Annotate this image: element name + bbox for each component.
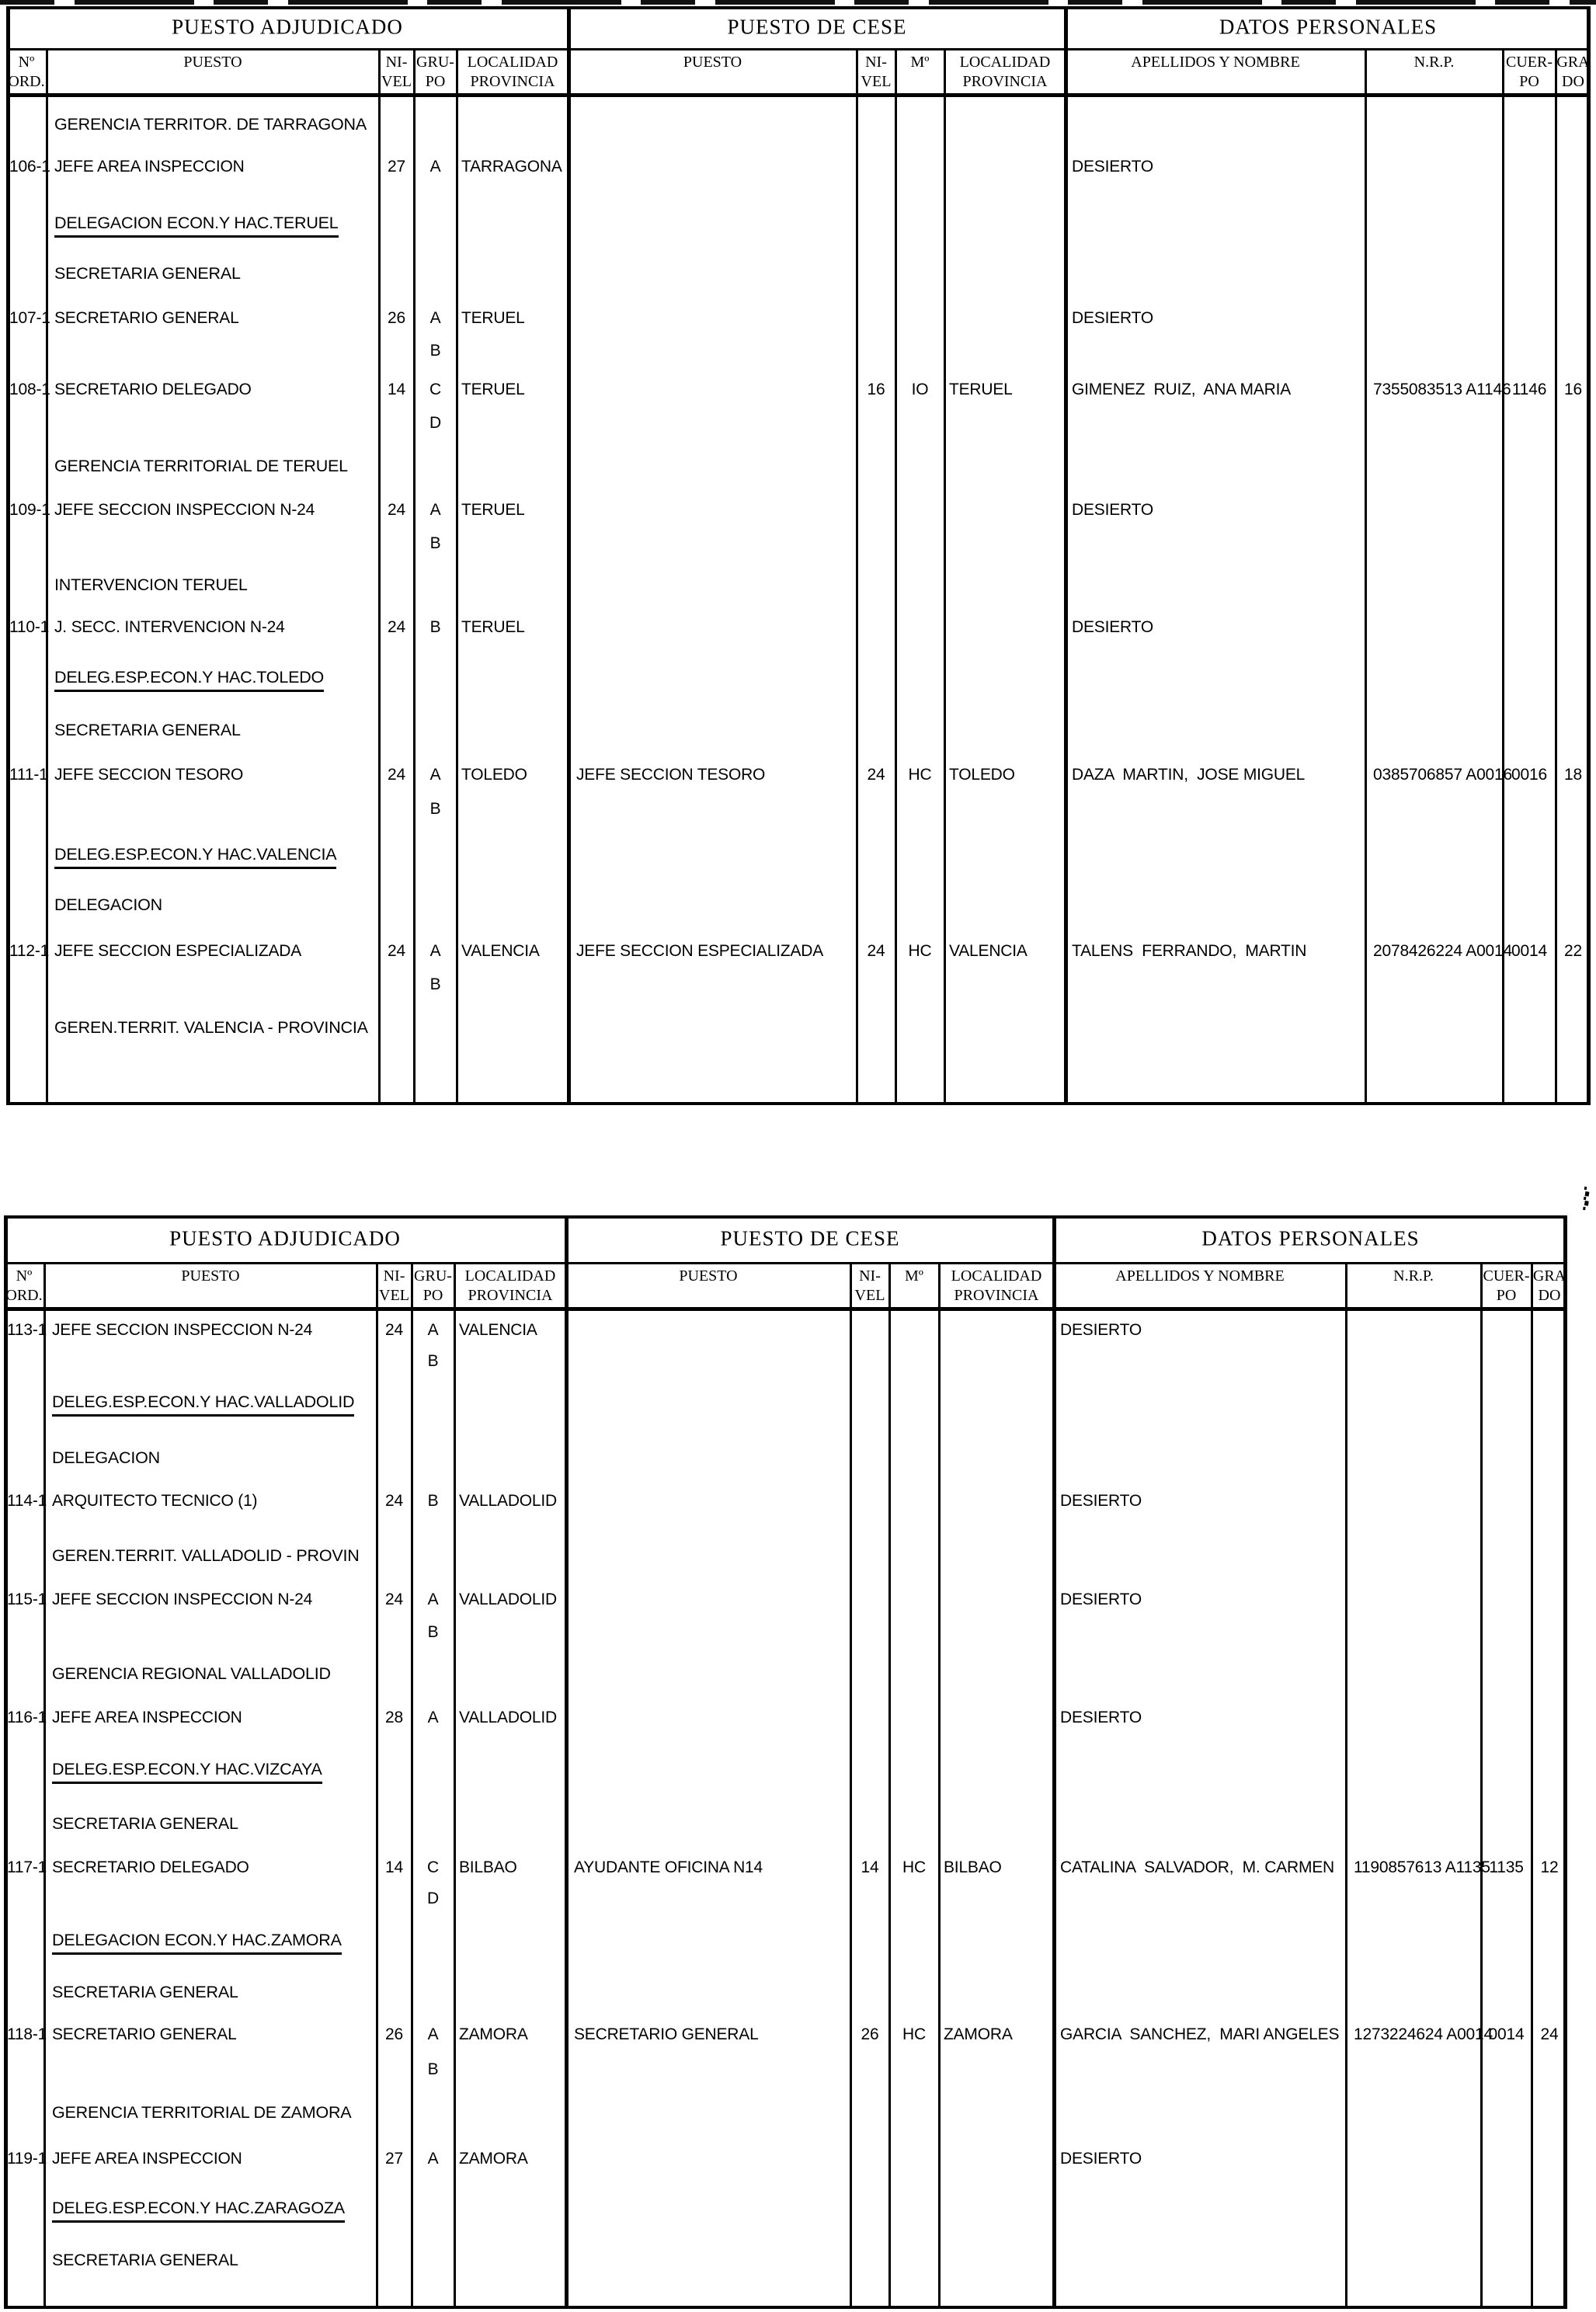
cell-nivel: 24 (388, 501, 405, 519)
column-header (960, 53, 1051, 92)
column-header-line: VEL (854, 1287, 885, 1304)
cell-puesto-cese: JEFE SECCION TESORO (576, 766, 766, 784)
table-row (4, 1708, 1567, 1728)
column-header-line: CUER- (1506, 54, 1553, 71)
cell-nrp: 2078426224 A0014 (1373, 942, 1512, 960)
table-row (6, 308, 1591, 329)
column-header: APELLIDOS Y NOMBRE (1131, 54, 1300, 71)
cell-localidad-cese: TOLEDO (949, 766, 1015, 784)
cell-puesto-cese: SECRETARIO GENERAL (574, 2025, 759, 2043)
cell-grupo: A (429, 942, 441, 960)
column-header: PUESTO (679, 1267, 738, 1285)
table-row (4, 1889, 1567, 1909)
table-row (4, 1622, 1567, 1643)
cell-nivel: 27 (388, 158, 405, 176)
cell-nivel: 26 (385, 2025, 403, 2043)
column-header (1483, 1267, 1530, 1305)
table-grid-line (6, 48, 1591, 50)
cell-grupo: B (427, 2060, 439, 2078)
section-heading: DELEG.ESP.ECON.Y HAC.VIZCAYA (52, 1759, 322, 1784)
adjudication-table-1 (6, 6, 1591, 1105)
cell-ord: 119-1 (7, 2150, 47, 2168)
cell-localidad: VALENCIA (461, 942, 540, 960)
cell-grupo: A (429, 501, 441, 519)
section-heading: INTERVENCION TERUEL (54, 575, 248, 594)
cell-m: IO (911, 381, 929, 398)
table-group-header: PUESTO ADJUDICADO (172, 15, 403, 39)
section-heading: GERENCIA REGIONAL VALLADOLID (52, 1664, 331, 1683)
cell-localidad-cese: TERUEL (949, 381, 1013, 398)
cell-localidad: VALLADOLID (459, 1492, 557, 1510)
cell-puesto: JEFE SECCION INSPECCION N-24 (52, 1591, 313, 1608)
column-header-line: DO (1562, 73, 1584, 90)
cell-cuerpo: 0014 (1511, 942, 1547, 960)
column-header-line: NI- (865, 54, 887, 71)
table-row (4, 2025, 1567, 2045)
section-heading: DELEGACION (52, 1448, 160, 1467)
cell-localidad: TERUEL (461, 309, 525, 327)
cell-grupo: B (427, 1492, 439, 1510)
table-row (6, 341, 1591, 361)
cell-cuerpo: 0016 (1511, 766, 1547, 784)
cell-grupo: A (427, 2025, 439, 2043)
scan-artifact-mark (1584, 1187, 1587, 1190)
table-row (6, 500, 1591, 520)
cell-puesto-cese: JEFE SECCION ESPECIALIZADA (576, 942, 824, 960)
column-header-line: NI- (859, 1267, 881, 1285)
cell-ord: 110-1 (9, 618, 50, 636)
column-header-line: GRA (1532, 1267, 1566, 1285)
cell-nrp: 1273224624 A0014 (1354, 2025, 1493, 2043)
table-group-header: PUESTO ADJUDICADO (169, 1226, 401, 1250)
section-heading: DELEGACION ECON.Y HAC.ZAMORA (52, 1930, 342, 1955)
cell-nivel: 14 (385, 1858, 403, 1876)
column-header: Mº (905, 1267, 923, 1285)
section-heading: DELEGACION (54, 895, 162, 914)
cell-grupo: B (427, 1623, 439, 1641)
cell-puesto: JEFE AREA INSPECCION (52, 1709, 242, 1726)
section-row (4, 1759, 1567, 1779)
column-header-line: NI- (385, 54, 408, 71)
column-header-line: GRU- (414, 1267, 452, 1285)
cell-nombre: GARCIA SANCHEZ, MARI ANGELES (1060, 2025, 1340, 2043)
section-row (4, 1664, 1567, 1684)
cell-m: HC (908, 766, 932, 784)
cell-grado: 22 (1564, 942, 1582, 960)
cell-grupo: D (427, 1890, 439, 1907)
table-row (4, 1320, 1567, 1340)
cell-nombre: DESIERTO (1060, 1321, 1142, 1339)
cell-nombre: DESIERTO (1060, 1492, 1142, 1510)
table-grid-line (4, 2306, 1567, 2309)
cell-puesto: JEFE AREA INSPECCION (52, 2150, 242, 2168)
table-row (6, 380, 1591, 400)
cell-grupo: A (429, 766, 441, 784)
cell-cuerpo: 1135 (1489, 1858, 1524, 1876)
cell-nivel: 14 (388, 381, 405, 398)
cell-cuerpo: 0014 (1488, 2025, 1525, 2043)
cell-ord: 111-1 (9, 766, 48, 784)
cell-nombre: DESIERTO (1072, 158, 1153, 176)
section-row (4, 1392, 1567, 1412)
cell-m: HC (902, 1858, 926, 1876)
cell-localidad: TERUEL (461, 381, 525, 398)
cell-grupo: B (429, 975, 441, 993)
cell-puesto-cese: AYUDANTE OFICINA N14 (574, 1858, 763, 1876)
cell-cuerpo: 1146 (1511, 381, 1547, 398)
column-header-line: VEL (379, 1287, 409, 1304)
table-row (4, 2149, 1567, 2169)
table-grid-line (6, 93, 1591, 97)
cell-grado: 16 (1564, 381, 1582, 398)
cell-localidad: TERUEL (461, 501, 525, 519)
cell-localidad: VALENCIA (459, 1321, 537, 1339)
cell-puesto: JEFE SECCION ESPECIALIZADA (54, 942, 302, 960)
cell-grupo: B (429, 800, 441, 818)
table-group-header: PUESTO DE CESE (727, 15, 907, 39)
column-header-line: LOCALIDAD (464, 1267, 556, 1285)
table-row (6, 975, 1591, 995)
column-header-line: CUER- (1483, 1267, 1530, 1285)
cell-nivel-cese: 14 (861, 1858, 879, 1876)
cell-m: HC (908, 942, 932, 960)
column-header-line: LOCALIDAD (951, 1267, 1042, 1285)
column-header-line: Nº (16, 1267, 33, 1285)
table-row (6, 941, 1591, 961)
cell-nivel-cese: 16 (867, 381, 885, 398)
cell-grupo: D (429, 414, 441, 432)
column-header (1533, 1267, 1566, 1305)
cell-nrp: 7355083513 A1146 (1373, 381, 1511, 398)
column-header: Mº (910, 54, 930, 71)
table-row (4, 1351, 1567, 1372)
cell-nombre: DESIERTO (1060, 1709, 1142, 1726)
section-heading: DELEG.ESP.ECON.Y HAC.VALLADOLID (52, 1392, 354, 1417)
cell-nrp: 0385706857 A0016 (1373, 766, 1512, 784)
cell-nivel: 24 (385, 1321, 403, 1339)
table-grid-line (4, 1215, 1567, 1219)
cell-nombre: DAZA MARTIN, JOSE MIGUEL (1072, 766, 1306, 784)
cell-grupo: A (427, 2150, 439, 2168)
cell-nivel-cese: 26 (861, 2025, 879, 2043)
cell-m: HC (902, 2025, 926, 2043)
column-header-line: PROVINCIA (954, 1287, 1039, 1304)
cell-ord: 106-1 (9, 158, 50, 176)
section-row (4, 1813, 1567, 1834)
section-row (6, 720, 1591, 740)
section-row (6, 1017, 1591, 1038)
cell-nivel: 24 (388, 942, 405, 960)
column-header (855, 1267, 885, 1305)
cell-ord: 108-1 (9, 381, 50, 398)
cell-puesto: JEFE AREA INSPECCION (54, 158, 245, 176)
column-header-line: PO (1496, 1287, 1517, 1304)
cell-grado: 12 (1540, 1858, 1559, 1876)
column-header-line: ORD. (8, 73, 45, 90)
table-row (4, 1491, 1567, 1511)
cell-grupo: B (427, 1352, 439, 1370)
column-header-line: PO (1519, 73, 1539, 90)
section-heading: GERENCIA TERRITOR. DE TARRAGONA (54, 115, 367, 134)
cell-puesto: SECRETARIO GENERAL (54, 309, 239, 327)
cell-ord: 114-1 (7, 1492, 47, 1510)
column-header (465, 1267, 556, 1305)
cell-nombre: DESIERTO (1060, 1591, 1142, 1608)
section-row (6, 895, 1591, 915)
cell-nivel: 24 (388, 618, 405, 636)
table-grid-line (6, 1102, 1591, 1105)
cell-localidad: VALLADOLID (459, 1709, 557, 1726)
column-header-line: GRU- (416, 54, 454, 71)
table-group-header: PUESTO DE CESE (720, 1226, 900, 1250)
cell-nombre: CATALINA SALVADOR, M. CARMEN (1060, 1858, 1335, 1876)
column-header: N.R.P. (1393, 1267, 1434, 1285)
cell-ord: 112-1 (9, 942, 50, 960)
column-header-line: VEL (381, 73, 412, 90)
section-row (6, 844, 1591, 864)
cell-puesto: SECRETARIO DELEGADO (54, 381, 252, 398)
column-header-line: DO (1538, 1287, 1561, 1304)
column-header (379, 1267, 409, 1305)
table-row (4, 2060, 1567, 2080)
column-header-line: PO (422, 1287, 443, 1304)
section-heading: GEREN.TERRIT. VALLADOLID - PROVIN (52, 1546, 360, 1565)
section-row (6, 114, 1591, 134)
section-row (4, 1448, 1567, 1468)
cell-localidad: TERUEL (461, 618, 525, 636)
table-grid-line (4, 1307, 1567, 1311)
cell-localidad: ZAMORA (459, 2150, 528, 2168)
table-group-header: DATOS PERSONALES (1219, 15, 1438, 39)
scan-edge-noise (0, 0, 1596, 5)
column-header (8, 53, 44, 92)
section-row (6, 667, 1591, 687)
cell-localidad: TARRAGONA (461, 158, 562, 176)
table-row (6, 765, 1591, 785)
section-row (4, 2198, 1567, 2218)
section-heading: DELEG.ESP.ECON.Y HAC.VALENCIA (54, 844, 336, 869)
cell-nombre: DESIERTO (1072, 309, 1153, 327)
cell-nivel: 24 (385, 1492, 403, 1510)
column-header (381, 53, 412, 92)
cell-localidad: TOLEDO (461, 766, 527, 784)
cell-nombre: GIMENEZ RUIZ, ANA MARIA (1072, 381, 1292, 398)
cell-grupo: A (429, 158, 441, 176)
cell-grupo: B (429, 618, 441, 636)
cell-localidad-cese: VALENCIA (949, 942, 1027, 960)
cell-nivel: 24 (388, 766, 405, 784)
column-header-line: NI- (383, 1267, 405, 1285)
section-heading: GEREN.TERRIT. VALENCIA - PROVINCIA (54, 1018, 368, 1037)
table-row (4, 1590, 1567, 1610)
cell-ord: 109-1 (9, 501, 50, 519)
cell-puesto: J. SECC. INTERVENCION N-24 (54, 618, 285, 636)
cell-nivel: 26 (388, 309, 405, 327)
column-header (951, 1267, 1042, 1305)
section-heading: SECRETARIA GENERAL (54, 264, 241, 283)
cell-nivel-cese: 24 (867, 766, 885, 784)
section-row (4, 1545, 1567, 1566)
section-row (4, 1930, 1567, 1950)
column-header (468, 53, 558, 92)
cell-ord: 113-1 (7, 1321, 47, 1339)
cell-grado: 18 (1564, 766, 1582, 784)
cell-localidad: ZAMORA (459, 2025, 528, 2043)
column-header-line: LOCALIDAD (467, 54, 558, 71)
cell-ord: 116-1 (7, 1709, 47, 1726)
section-row (4, 2102, 1567, 2123)
cell-ord: 117-1 (7, 1858, 47, 1876)
table-row (4, 1858, 1567, 1878)
cell-nombre: DESIERTO (1072, 501, 1153, 519)
cell-nivel: 27 (385, 2150, 403, 2168)
cell-grado: 24 (1540, 2025, 1559, 2043)
table-row (6, 799, 1591, 819)
section-row (6, 263, 1591, 283)
cell-grupo: A (427, 1709, 439, 1726)
table-row (6, 617, 1591, 638)
adjudication-table-2 (4, 1215, 1567, 2309)
cell-grupo: B (429, 534, 441, 552)
table-row (6, 157, 1591, 177)
column-header-line: PROVINCIA (470, 73, 555, 90)
column-header (5, 1267, 42, 1305)
cell-grupo: C (429, 381, 441, 398)
cell-localidad-cese: ZAMORA (944, 2025, 1013, 2043)
column-header (416, 53, 454, 92)
column-header-line: VEL (861, 73, 892, 90)
cell-puesto: SECRETARIO DELEGADO (52, 1858, 249, 1876)
column-header-line: PROVINCIA (468, 1287, 553, 1304)
cell-ord: 118-1 (7, 2025, 47, 2043)
cell-grupo: B (429, 342, 441, 360)
section-row (6, 575, 1591, 595)
cell-localidad: BILBAO (459, 1858, 517, 1876)
cell-localidad-cese: BILBAO (944, 1858, 1002, 1876)
section-heading: GERENCIA TERRITORIAL DE ZAMORA (52, 2103, 352, 2122)
column-header-line: PROVINCIA (962, 73, 1048, 90)
cell-nrp: 1190857613 A1135 (1354, 1858, 1490, 1876)
table-row (6, 534, 1591, 554)
cell-puesto: JEFE SECCION INSPECCION N-24 (52, 1321, 313, 1339)
table-group-header: DATOS PERSONALES (1201, 1226, 1420, 1250)
cell-nivel: 24 (385, 1591, 403, 1608)
column-header: PUESTO (683, 54, 742, 71)
section-heading: SECRETARIA GENERAL (54, 721, 241, 739)
cell-nivel: 28 (385, 1709, 403, 1726)
cell-nombre: DESIERTO (1072, 618, 1153, 636)
column-header: N.R.P. (1413, 54, 1455, 71)
cell-grupo: A (427, 1321, 439, 1339)
cell-ord: 107-1 (9, 309, 50, 327)
table-row (6, 413, 1591, 433)
section-row (4, 2250, 1567, 2270)
column-header (1506, 53, 1553, 92)
section-heading: SECRETARIA GENERAL (52, 1814, 238, 1833)
section-row (6, 456, 1591, 476)
column-header-line: PO (425, 73, 446, 90)
section-row (4, 1982, 1567, 2002)
section-heading: GERENCIA TERRITORIAL DE TERUEL (54, 457, 348, 475)
cell-puesto: ARQUITECTO TECNICO (1) (52, 1492, 258, 1510)
table-grid-line (6, 6, 1591, 9)
column-header-line: GRA (1556, 54, 1590, 71)
cell-ord: 115-1 (7, 1591, 47, 1608)
section-heading: SECRETARIA GENERAL (52, 2251, 238, 2269)
cell-nivel-cese: 24 (867, 942, 885, 960)
section-heading: DELEG.ESP.ECON.Y HAC.ZARAGOZA (52, 2198, 345, 2223)
column-header: PUESTO (183, 54, 242, 71)
cell-nombre: DESIERTO (1060, 2150, 1142, 2168)
cell-grupo: A (429, 309, 441, 327)
cell-puesto: JEFE SECCION INSPECCION N-24 (54, 501, 315, 519)
section-heading: SECRETARIA GENERAL (52, 1983, 238, 2001)
column-header: APELLIDOS Y NOMBRE (1115, 1267, 1285, 1285)
column-header-line: Nº (18, 54, 35, 71)
column-header (861, 53, 892, 92)
column-header-line: LOCALIDAD (959, 54, 1051, 71)
column-header (414, 1267, 452, 1305)
section-row (6, 213, 1591, 233)
cell-grupo: A (427, 1591, 439, 1608)
column-header: PUESTO (181, 1267, 240, 1285)
column-header-line: ORD. (5, 1287, 43, 1304)
section-heading: DELEG.ESP.ECON.Y HAC.TOLEDO (54, 667, 324, 692)
column-header (1556, 53, 1589, 92)
section-heading: DELEGACION ECON.Y HAC.TERUEL (54, 213, 339, 238)
cell-grupo: C (427, 1858, 439, 1876)
cell-localidad: VALLADOLID (459, 1591, 557, 1608)
cell-puesto: JEFE SECCION TESORO (54, 766, 244, 784)
cell-nombre: TALENS FERRANDO, MARTIN (1072, 942, 1307, 960)
table-grid-line (4, 1262, 1567, 1264)
cell-puesto: SECRETARIO GENERAL (52, 2025, 237, 2043)
